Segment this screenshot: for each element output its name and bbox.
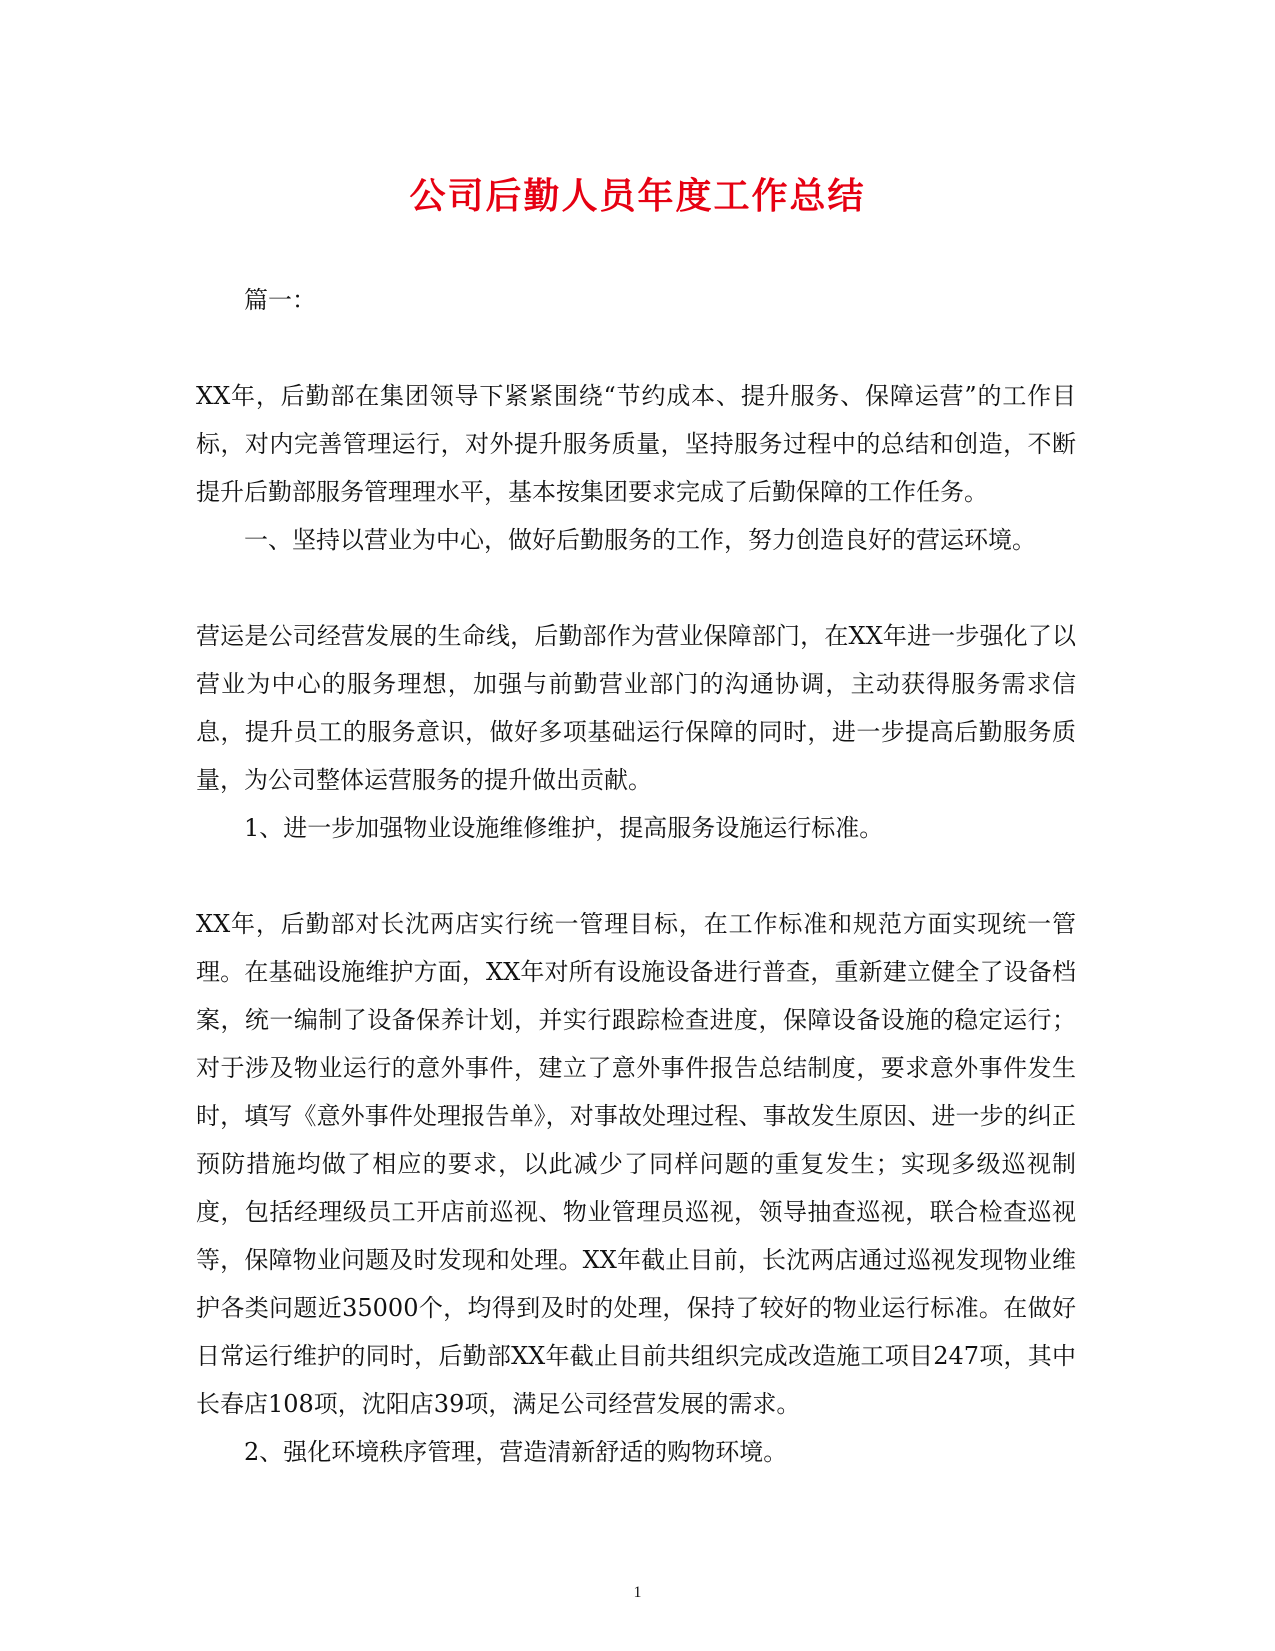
paragraph-intro: XX年，后勤部在集团领导下紧紧围绕“节约成本、提升服务、保障运营”的工作目标，对内完善管理运行，对外提升服务质量，坚持服务过程中的总结和创造，不断提升后勤部服务管理理水平，基本按集团要求完成了后勤保障的工作任务。 (196, 382, 1076, 506)
document-body (196, 276, 1076, 1476)
document-title: 公司后勤人员年度工作总结 (409, 176, 866, 217)
page-number: 1 (633, 1584, 642, 1601)
paragraph-facilities: XX年，后勤部对长沈两店实行统一管理目标，在工作标准和规范方面实现统一管理。在基础设施维护方面，XX年对所有设施设备进行普查，重新建立健全了设备档案，统一编制了设备保养计划，并实行跟踪检查进度，保障设备设施的稳定运行；对于涉及物业运行的意外事件，建立了意外事件报告总结制度，要求意外事件发生时，填写《意外事件处理报告单》，对事故处理过程、事故发生原因、进一步的纠正预防措施均做了相应的要求，以此减少了同样问题的重复发生；实现多级巡视制度，包括经理级员工开店前巡视、物业管理员巡视，领导抽查巡视，联合检查巡视等，保障物业问题及时发现和处理。XX年截止目前，长沈两店通过巡视发现物业维护各类问题近35000个，均得到及时的处理，保持了较好的物业运行标准。在做好日常运行维护的同时，后勤部XX年截止目前共组织完成改造施工项目247项，其中长春店108项，沈阳店39项，满足公司经营发展的需求。 (196, 910, 1076, 1418)
section-label: 篇一： (244, 286, 316, 314)
paragraph-operations: 营运是公司经营发展的生命线，后勤部作为营业保障部门，在XX年进一步强化了以营业为中心的服务理想，加强与前勤营业部门的沟通协调，主动获得服务需求信息，提升员工的服务意识，做好多项基础运行保障的同时，进一步提高后勤服务质量，为公司整体运营服务的提升做出贡献。 (196, 622, 1076, 794)
heading-item-one: 1、进一步加强物业设施维修维护，提高服务设施运行标准。 (244, 814, 884, 842)
heading-section-one: 一、坚持以营业为中心，做好后勤服务的工作，努力创造良好的营运环境。 (244, 526, 1036, 554)
heading-item-two: 2、强化环境秩序管理，营造清新舒适的购物环境。 (244, 1438, 788, 1466)
